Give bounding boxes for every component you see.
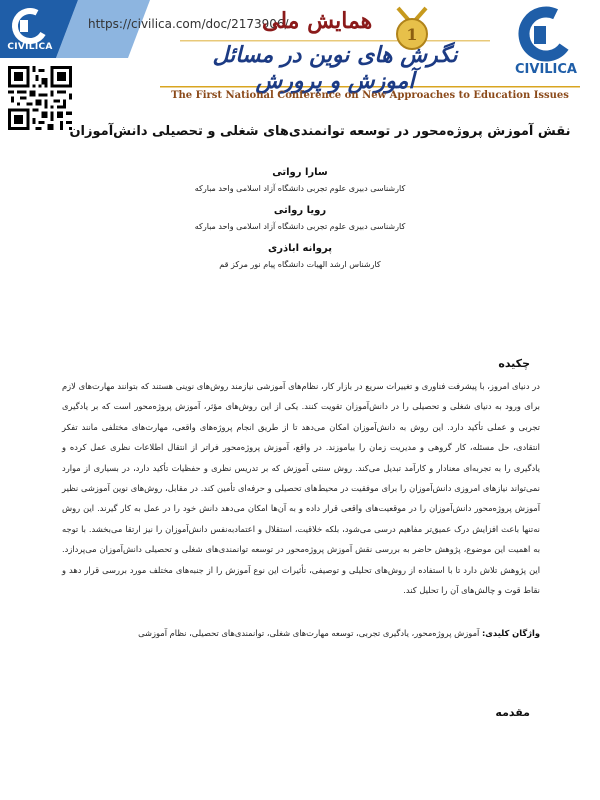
author-name: پروانه اباذری: [268, 243, 332, 254]
keywords: [62, 628, 540, 638]
abstract-body: در دنیای امروز، با پیشرفت فناوری و تغییرات سریع در بازار کار، نظام‌های آموزشی نیازمند روش‌های نوینی هستند که بتوانند مهارت‌های لازم برای ورود به دنیای شغلی و تحصیلی را در دانش‌آموزان تقویت کنند. یکی از این روش‌های مؤثر، آموزش پروژه‌محور است که بر یادگیری تجربی و عملی تأکید دارد. این روش به دانش‌آموزان امکان می‌دهد تا از طریق انجام پروژه‌های واقعی، مهارت‌های مختلفی مانند تفکر انتقادی، حل مسئله، کار گروهی و مدیریت زمان را بیاموزند. در واقع، آموزش پروژه‌محور فراتر از انتقال اطلاعات نظری عمل کرده و یادگیری را به تجربه‌ای معنادار و کارآمد تبدیل می‌کند. روش سنتی آموزش که بر تدریس نظری و حفظیات تأکید دارد، در بسیاری از موارد نمی‌تواند نیازهای امروزی دانش‌آموزان را برای موفقیت در محیط‌های تحصیلی و حرفه‌ای تأمین کند. در مقابل، روش‌های نوین آموزشی نظیر آموزش پروژه‌محور دانش‌آموزان را در موقعیت‌های واقعی قرار داده و به آن‌ها امکان می‌دهد دانش خود را در عمل به کار گیرند. این روش نه‌تنها باعث افزایش درک عمیق‌تر مفاهیم درسی می‌شود، بلکه خلاقیت، استقلال و اعتمادبه‌نفس دانش‌آموزان را نیز ارتقا می‌بخشد. با توجه به اهمیت این موضوع، پژوهش حاضر به بررسی نقش آموزش پروژه‌محور در توسعه توانمندی‌های شغلی و تحصیلی دانش‌آموزان می‌پردازد. این پژوهش تلاش دارد تا با استفاده از روش‌های تحلیلی و توصیفی، تأثیرات این نوع آموزش را از جنبه‌های مختلف مورد بررسی قرار دهد و نقاط قوت و چالش‌های آن را تحلیل کند.: [62, 381, 540, 596]
paper-title: نقش آموزش پروژه‌محور در توسعه توانمندی‌های شغلی و تحصیلی دانش‌آموزان: [69, 124, 571, 139]
abstract-heading: چکیده: [498, 357, 530, 370]
keywords-list: آموزش پروژه‌محور، یادگیری تجربی، توسعه مهارت‌های شغلی، توانمندی‌های تحصیلی، نظام آموزشی: [138, 628, 480, 638]
civilica-logo-left: [2, 6, 58, 62]
document-url[interactable]: https://civilica.com/doc/2173906/: [88, 17, 289, 31]
author-name: رویا رواتی: [273, 205, 327, 216]
svg-text:1: 1: [406, 25, 418, 44]
logo-left-label: CIVILICA: [7, 42, 53, 52]
conference-banner: [0, 0, 600, 104]
keywords-label: واژگان کلیدی:: [481, 628, 540, 638]
conference-title-fa: نگرش های نوین در مسائل آموزش و پرورش: [212, 42, 458, 94]
intro-heading: مقدمه: [495, 706, 530, 719]
hamayesh-title: همایش ملی: [262, 8, 373, 34]
qr-code[interactable]: [8, 66, 72, 130]
author-name: سارا رواتی: [272, 167, 328, 178]
conference-title-en: The First National Conference on New Approaches to Education Issues: [171, 90, 569, 101]
author-affiliation: کارشناسی دبیری علوم تجربی دانشگاه آزاد اسلامی واحد مبارکه: [194, 184, 406, 193]
author-affiliation: کارشناسی دبیری علوم تجربی دانشگاه آزاد اسلامی واحد مبارکه: [194, 222, 406, 231]
logo-right-label: CIVILICA: [515, 62, 577, 77]
author-affiliation: کارشناس ارشد الهیات دانشگاه پیام نور مرکز قم: [219, 260, 381, 269]
